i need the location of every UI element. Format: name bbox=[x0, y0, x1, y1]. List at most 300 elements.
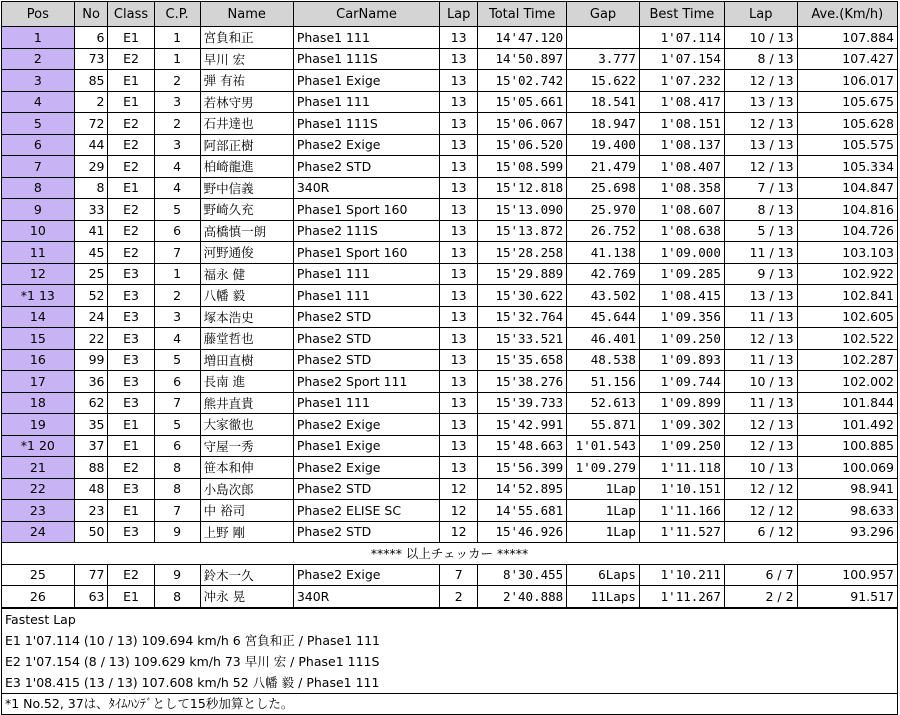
total-time-cell: 15'06.067 bbox=[478, 113, 567, 135]
total-time-cell: 15'48.663 bbox=[478, 435, 567, 457]
cp-cell: 1 bbox=[154, 48, 200, 70]
table-row bbox=[2, 328, 898, 350]
gap-cell: 11Laps bbox=[567, 586, 640, 608]
cp-cell: 7 bbox=[154, 392, 200, 414]
best-lap-cell: 10 / 13 bbox=[724, 371, 797, 393]
no-cell: 50 bbox=[74, 521, 108, 543]
carname-cell: Phase1 111S bbox=[293, 48, 439, 70]
no-cell: 52 bbox=[74, 285, 108, 307]
cp-cell: 2 bbox=[154, 70, 200, 92]
class-cell: E1 bbox=[108, 435, 154, 457]
table-row bbox=[2, 134, 898, 156]
average-cell: 101.844 bbox=[797, 392, 897, 414]
cp-cell: 6 bbox=[154, 435, 200, 457]
cp-cell: 8 bbox=[154, 586, 200, 608]
pos-cell: 4 bbox=[2, 91, 75, 113]
gap-cell: 55.871 bbox=[567, 414, 640, 436]
average-cell: 101.492 bbox=[797, 414, 897, 436]
class-cell: E1 bbox=[108, 414, 154, 436]
carname-cell: Phase1 111 bbox=[293, 392, 439, 414]
best-lap-cell: 12 / 12 bbox=[724, 500, 797, 522]
header-pos: Pos bbox=[2, 2, 75, 27]
class-cell: E3 bbox=[108, 306, 154, 328]
total-time-cell: 15'29.889 bbox=[478, 263, 567, 285]
cp-cell: 6 bbox=[154, 371, 200, 393]
gap-cell: 51.156 bbox=[567, 371, 640, 393]
no-cell: 63 bbox=[74, 586, 108, 608]
gap-cell: 45.644 bbox=[567, 306, 640, 328]
lap-cell: 13 bbox=[440, 349, 478, 371]
results-table bbox=[1, 1, 898, 608]
name-cell: 柏崎龍進 bbox=[200, 156, 293, 178]
table-row bbox=[2, 220, 898, 242]
table-row bbox=[2, 414, 898, 436]
no-cell: 8 bbox=[74, 177, 108, 199]
table-row bbox=[2, 263, 898, 285]
best-time-cell: 1'09.302 bbox=[639, 414, 724, 436]
gap-cell: 41.138 bbox=[567, 242, 640, 264]
name-cell: 藤堂哲也 bbox=[200, 328, 293, 350]
gap-cell: 1Lap bbox=[567, 521, 640, 543]
gap-cell: 19.400 bbox=[567, 134, 640, 156]
name-cell: 河野通俊 bbox=[200, 242, 293, 264]
total-time-cell: 15'06.520 bbox=[478, 134, 567, 156]
class-cell: E1 bbox=[108, 500, 154, 522]
total-time-cell: 15'42.991 bbox=[478, 414, 567, 436]
name-cell: 鈴木一久 bbox=[200, 564, 293, 586]
lap-cell: 13 bbox=[440, 328, 478, 350]
total-time-cell: 15'39.733 bbox=[478, 392, 567, 414]
total-time-cell: 2'40.888 bbox=[478, 586, 567, 608]
best-time-cell: 1'11.527 bbox=[639, 521, 724, 543]
total-time-cell: 15'28.258 bbox=[478, 242, 567, 264]
table-row bbox=[2, 586, 898, 608]
lap-cell: 12 bbox=[440, 521, 478, 543]
no-cell: 44 bbox=[74, 134, 108, 156]
cp-cell: 1 bbox=[154, 263, 200, 285]
lap-cell: 13 bbox=[440, 414, 478, 436]
name-cell: 冲永 晃 bbox=[200, 586, 293, 608]
table-row bbox=[2, 349, 898, 371]
lap-cell: 13 bbox=[440, 48, 478, 70]
best-time-cell: 1'08.151 bbox=[639, 113, 724, 135]
gap-cell bbox=[567, 27, 640, 49]
total-time-cell: 15'05.661 bbox=[478, 91, 567, 113]
gap-cell: 18.541 bbox=[567, 91, 640, 113]
name-cell: 野崎久充 bbox=[200, 199, 293, 221]
best-time-cell: 1'09.899 bbox=[639, 392, 724, 414]
name-cell: 弾 有祐 bbox=[200, 70, 293, 92]
best-lap-cell: 12 / 13 bbox=[724, 70, 797, 92]
cp-cell: 4 bbox=[154, 156, 200, 178]
class-cell: E2 bbox=[108, 48, 154, 70]
name-cell: 高橋慎一朗 bbox=[200, 220, 293, 242]
no-cell: 41 bbox=[74, 220, 108, 242]
name-cell: 塚本浩史 bbox=[200, 306, 293, 328]
total-time-cell: 14'50.897 bbox=[478, 48, 567, 70]
name-cell: 福永 健 bbox=[200, 263, 293, 285]
total-time-cell: 15'35.658 bbox=[478, 349, 567, 371]
total-time-cell: 15'56.399 bbox=[478, 457, 567, 479]
best-lap-cell: 12 / 13 bbox=[724, 414, 797, 436]
header-average: Ave.(Km/h) bbox=[797, 2, 897, 27]
cp-cell: 8 bbox=[154, 478, 200, 500]
total-time-cell: 15'02.742 bbox=[478, 70, 567, 92]
pos-cell: 26 bbox=[2, 586, 75, 608]
carname-cell: Phase2 111S bbox=[293, 220, 439, 242]
class-cell: E1 bbox=[108, 91, 154, 113]
cp-cell: 5 bbox=[154, 349, 200, 371]
average-cell: 105.334 bbox=[797, 156, 897, 178]
class-cell: E3 bbox=[108, 371, 154, 393]
best-lap-cell: 13 / 13 bbox=[724, 285, 797, 307]
carname-cell: Phase1 111 bbox=[293, 263, 439, 285]
no-cell: 73 bbox=[74, 48, 108, 70]
carname-cell: Phase1 111 bbox=[293, 91, 439, 113]
pos-cell: 24 bbox=[2, 521, 75, 543]
total-time-cell: 15'30.622 bbox=[478, 285, 567, 307]
header-row bbox=[2, 2, 898, 27]
best-time-cell: 1'07.232 bbox=[639, 70, 724, 92]
name-cell: 阿部正樹 bbox=[200, 134, 293, 156]
class-cell: E2 bbox=[108, 199, 154, 221]
class-cell: E3 bbox=[108, 285, 154, 307]
checker-label: ***** 以上チェッカー ***** bbox=[2, 543, 898, 565]
best-lap-cell: 12 / 13 bbox=[724, 435, 797, 457]
cp-cell: 6 bbox=[154, 220, 200, 242]
gap-cell: 48.538 bbox=[567, 349, 640, 371]
best-time-cell: 1'07.114 bbox=[639, 27, 724, 49]
gap-cell: 1Lap bbox=[567, 500, 640, 522]
best-lap-cell: 8 / 13 bbox=[724, 199, 797, 221]
best-lap-cell: 8 / 13 bbox=[724, 48, 797, 70]
class-cell: E3 bbox=[108, 328, 154, 350]
best-lap-cell: 11 / 13 bbox=[724, 349, 797, 371]
average-cell: 100.957 bbox=[797, 564, 897, 586]
average-cell: 104.847 bbox=[797, 177, 897, 199]
lap-cell: 13 bbox=[440, 113, 478, 135]
gap-cell: 43.502 bbox=[567, 285, 640, 307]
class-cell: E2 bbox=[108, 156, 154, 178]
best-time-cell: 1'08.137 bbox=[639, 134, 724, 156]
lap-cell: 13 bbox=[440, 371, 478, 393]
best-time-cell: 1'08.638 bbox=[639, 220, 724, 242]
average-cell: 102.841 bbox=[797, 285, 897, 307]
name-cell: 早川 宏 bbox=[200, 48, 293, 70]
lap-cell: 13 bbox=[440, 242, 478, 264]
average-cell: 102.002 bbox=[797, 371, 897, 393]
checker-row bbox=[2, 543, 898, 565]
name-cell: 増田直樹 bbox=[200, 349, 293, 371]
pos-cell: 12 bbox=[2, 263, 75, 285]
best-lap-cell: 12 / 13 bbox=[724, 328, 797, 350]
class-cell: E2 bbox=[108, 134, 154, 156]
cp-cell: 7 bbox=[154, 242, 200, 264]
cp-cell: 3 bbox=[154, 91, 200, 113]
table-row bbox=[2, 564, 898, 586]
best-time-cell: 1'11.166 bbox=[639, 500, 724, 522]
total-time-cell: 15'08.599 bbox=[478, 156, 567, 178]
name-cell: 上野 剛 bbox=[200, 521, 293, 543]
cp-cell: 5 bbox=[154, 414, 200, 436]
total-time-cell: 15'38.276 bbox=[478, 371, 567, 393]
best-time-cell: 1'11.267 bbox=[639, 586, 724, 608]
footer bbox=[1, 608, 898, 715]
no-cell: 99 bbox=[74, 349, 108, 371]
average-cell: 104.816 bbox=[797, 199, 897, 221]
average-cell: 103.103 bbox=[797, 242, 897, 264]
name-cell: 石井達也 bbox=[200, 113, 293, 135]
table-row bbox=[2, 91, 898, 113]
best-time-cell: 1'08.407 bbox=[639, 156, 724, 178]
name-cell: 熊井直貴 bbox=[200, 392, 293, 414]
average-cell: 107.884 bbox=[797, 27, 897, 49]
table-row bbox=[2, 199, 898, 221]
best-lap-cell: 2 / 2 bbox=[724, 586, 797, 608]
table-row bbox=[2, 435, 898, 457]
average-cell: 105.628 bbox=[797, 113, 897, 135]
best-lap-cell: 9 / 13 bbox=[724, 263, 797, 285]
average-cell: 105.575 bbox=[797, 134, 897, 156]
best-time-cell: 1'09.356 bbox=[639, 306, 724, 328]
cp-cell: 2 bbox=[154, 113, 200, 135]
carname-cell: Phase2 STD bbox=[293, 156, 439, 178]
cp-cell: 5 bbox=[154, 199, 200, 221]
average-cell: 102.287 bbox=[797, 349, 897, 371]
average-cell: 91.517 bbox=[797, 586, 897, 608]
class-cell: E2 bbox=[108, 564, 154, 586]
name-cell: 長南 進 bbox=[200, 371, 293, 393]
best-lap-cell: 11 / 13 bbox=[724, 392, 797, 414]
pos-cell: 22 bbox=[2, 478, 75, 500]
table-row bbox=[2, 457, 898, 479]
table-row bbox=[2, 113, 898, 135]
carname-cell: Phase2 STD bbox=[293, 349, 439, 371]
average-cell: 107.427 bbox=[797, 48, 897, 70]
carname-cell: Phase2 Exige bbox=[293, 414, 439, 436]
pos-cell: 2 bbox=[2, 48, 75, 70]
name-cell: 野中信義 bbox=[200, 177, 293, 199]
no-cell: 23 bbox=[74, 500, 108, 522]
carname-cell: Phase2 STD bbox=[293, 521, 439, 543]
name-cell: 中 裕司 bbox=[200, 500, 293, 522]
best-lap-cell: 10 / 13 bbox=[724, 27, 797, 49]
average-cell: 100.885 bbox=[797, 435, 897, 457]
lap-cell: 13 bbox=[440, 134, 478, 156]
cp-cell: 3 bbox=[154, 134, 200, 156]
no-cell: 48 bbox=[74, 478, 108, 500]
name-cell: 八幡 毅 bbox=[200, 285, 293, 307]
best-time-cell: 1'09.000 bbox=[639, 242, 724, 264]
lap-cell: 13 bbox=[440, 156, 478, 178]
class-cell: E1 bbox=[108, 70, 154, 92]
lap-cell: 13 bbox=[440, 285, 478, 307]
header-lap: Lap bbox=[440, 2, 478, 27]
header-total-time: Total Time bbox=[478, 2, 567, 27]
carname-cell: Phase1 111S bbox=[293, 113, 439, 135]
name-cell: 笹本和伸 bbox=[200, 457, 293, 479]
fastest-lap-e2: E2 1'07.154 (8 / 13) 109.629 km/h 73 早川 宏 / Phase1 111S bbox=[5, 653, 380, 669]
average-cell: 102.922 bbox=[797, 263, 897, 285]
lap-cell: 13 bbox=[440, 457, 478, 479]
lap-cell: 13 bbox=[440, 306, 478, 328]
average-cell: 106.017 bbox=[797, 70, 897, 92]
no-cell: 33 bbox=[74, 199, 108, 221]
pos-cell: 19 bbox=[2, 414, 75, 436]
pos-cell: 21 bbox=[2, 457, 75, 479]
best-time-cell: 1'10.151 bbox=[639, 478, 724, 500]
header-carname: CarName bbox=[293, 2, 439, 27]
best-lap-cell: 13 / 13 bbox=[724, 134, 797, 156]
total-time-cell: 15'32.764 bbox=[478, 306, 567, 328]
best-lap-cell: 12 / 13 bbox=[724, 156, 797, 178]
cp-cell: 4 bbox=[154, 328, 200, 350]
class-cell: E2 bbox=[108, 113, 154, 135]
table-row bbox=[2, 500, 898, 522]
no-cell: 37 bbox=[74, 435, 108, 457]
gap-cell: 6Laps bbox=[567, 564, 640, 586]
best-lap-cell: 12 / 12 bbox=[724, 478, 797, 500]
carname-cell: Phase2 Exige bbox=[293, 564, 439, 586]
no-cell: 77 bbox=[74, 564, 108, 586]
best-lap-cell: 10 / 13 bbox=[724, 457, 797, 479]
best-time-cell: 1'08.607 bbox=[639, 199, 724, 221]
pos-cell: 5 bbox=[2, 113, 75, 135]
no-cell: 36 bbox=[74, 371, 108, 393]
table-row bbox=[2, 27, 898, 49]
pos-cell: 14 bbox=[2, 306, 75, 328]
total-time-cell: 14'52.895 bbox=[478, 478, 567, 500]
class-cell: E2 bbox=[108, 220, 154, 242]
header-class: Class bbox=[108, 2, 154, 27]
pos-cell: 7 bbox=[2, 156, 75, 178]
name-cell: 宮負和正 bbox=[200, 27, 293, 49]
best-lap-cell: 5 / 13 bbox=[724, 220, 797, 242]
cp-cell: 8 bbox=[154, 457, 200, 479]
best-lap-cell: 11 / 13 bbox=[724, 306, 797, 328]
cp-cell: 1 bbox=[154, 27, 200, 49]
total-time-cell: 15'46.926 bbox=[478, 521, 567, 543]
no-cell: 22 bbox=[74, 328, 108, 350]
class-cell: E3 bbox=[108, 349, 154, 371]
cp-cell: 2 bbox=[154, 285, 200, 307]
best-time-cell: 1'11.118 bbox=[639, 457, 724, 479]
class-cell: E3 bbox=[108, 521, 154, 543]
lap-cell: 2 bbox=[440, 586, 478, 608]
class-cell: E3 bbox=[108, 263, 154, 285]
gap-cell: 25.698 bbox=[567, 177, 640, 199]
carname-cell: Phase1 Exige bbox=[293, 435, 439, 457]
pos-cell: 15 bbox=[2, 328, 75, 350]
no-cell: 24 bbox=[74, 306, 108, 328]
class-cell: E1 bbox=[108, 27, 154, 49]
average-cell: 102.522 bbox=[797, 328, 897, 350]
pos-cell: 3 bbox=[2, 70, 75, 92]
pos-cell: 25 bbox=[2, 564, 75, 586]
pos-cell: 10 bbox=[2, 220, 75, 242]
carname-cell: Phase2 STD bbox=[293, 328, 439, 350]
average-cell: 93.296 bbox=[797, 521, 897, 543]
gap-cell: 1'09.279 bbox=[567, 457, 640, 479]
table-row bbox=[2, 70, 898, 92]
name-cell: 守屋一秀 bbox=[200, 435, 293, 457]
lap-cell: 13 bbox=[440, 392, 478, 414]
best-lap-cell: 6 / 7 bbox=[724, 564, 797, 586]
no-cell: 88 bbox=[74, 457, 108, 479]
carname-cell: Phase1 Sport 160 bbox=[293, 242, 439, 264]
carname-cell: Phase2 STD bbox=[293, 478, 439, 500]
gap-cell: 26.752 bbox=[567, 220, 640, 242]
gap-cell: 1'01.543 bbox=[567, 435, 640, 457]
header-name: Name bbox=[200, 2, 293, 27]
table-row bbox=[2, 306, 898, 328]
total-time-cell: 15'13.872 bbox=[478, 220, 567, 242]
no-cell: 29 bbox=[74, 156, 108, 178]
name-cell: 若林守男 bbox=[200, 91, 293, 113]
table-row bbox=[2, 521, 898, 543]
carname-cell: Phase2 Exige bbox=[293, 457, 439, 479]
total-time-cell: 15'33.521 bbox=[478, 328, 567, 350]
pos-cell: 11 bbox=[2, 242, 75, 264]
pos-cell: *1 20 bbox=[2, 435, 75, 457]
gap-cell: 15.622 bbox=[567, 70, 640, 92]
class-cell: E3 bbox=[108, 478, 154, 500]
header-no: No bbox=[74, 2, 108, 27]
best-lap-cell: 11 / 13 bbox=[724, 242, 797, 264]
average-cell: 98.941 bbox=[797, 478, 897, 500]
carname-cell: Phase2 ELISE SC bbox=[293, 500, 439, 522]
carname-cell: Phase1 111 bbox=[293, 27, 439, 49]
penalty-note: *1 No.52, 37は、ﾀｲﾑﾊﾝﾃﾞとして15秒加算とした。 bbox=[2, 693, 897, 715]
carname-cell: Phase2 Exige bbox=[293, 134, 439, 156]
lap-cell: 7 bbox=[440, 564, 478, 586]
carname-cell: Phase1 Sport 160 bbox=[293, 199, 439, 221]
no-cell: 72 bbox=[74, 113, 108, 135]
no-cell: 62 bbox=[74, 392, 108, 414]
total-time-cell: 15'12.818 bbox=[478, 177, 567, 199]
pos-cell: 6 bbox=[2, 134, 75, 156]
best-time-cell: 1'09.285 bbox=[639, 263, 724, 285]
best-lap-cell: 13 / 13 bbox=[724, 91, 797, 113]
cp-cell: 9 bbox=[154, 564, 200, 586]
results-body bbox=[2, 27, 898, 608]
carname-cell: 340R bbox=[293, 177, 439, 199]
best-time-cell: 1'07.154 bbox=[639, 48, 724, 70]
cp-cell: 7 bbox=[154, 500, 200, 522]
table-row bbox=[2, 285, 898, 307]
pos-cell: 18 bbox=[2, 392, 75, 414]
carname-cell: Phase1 111 bbox=[293, 285, 439, 307]
lap-cell: 12 bbox=[440, 500, 478, 522]
total-time-cell: 8'30.455 bbox=[478, 564, 567, 586]
carname-cell: Phase2 Sport 111 bbox=[293, 371, 439, 393]
pos-cell: *1 13 bbox=[2, 285, 75, 307]
pos-cell: 8 bbox=[2, 177, 75, 199]
fastest-lap-e3: E3 1'08.415 (13 / 13) 107.608 km/h 52 八幡 毅 / Phase1 111 bbox=[5, 674, 380, 690]
no-cell: 2 bbox=[74, 91, 108, 113]
no-cell: 85 bbox=[74, 70, 108, 92]
total-time-cell: 15'13.090 bbox=[478, 199, 567, 221]
best-lap-cell: 12 / 13 bbox=[724, 113, 797, 135]
best-time-cell: 1'09.893 bbox=[639, 349, 724, 371]
best-time-cell: 1'10.211 bbox=[639, 564, 724, 586]
header-cp: C.P. bbox=[154, 2, 200, 27]
average-cell: 100.069 bbox=[797, 457, 897, 479]
average-cell: 102.605 bbox=[797, 306, 897, 328]
carname-cell: Phase2 STD bbox=[293, 306, 439, 328]
lap-cell: 13 bbox=[440, 199, 478, 221]
class-cell: E3 bbox=[108, 392, 154, 414]
